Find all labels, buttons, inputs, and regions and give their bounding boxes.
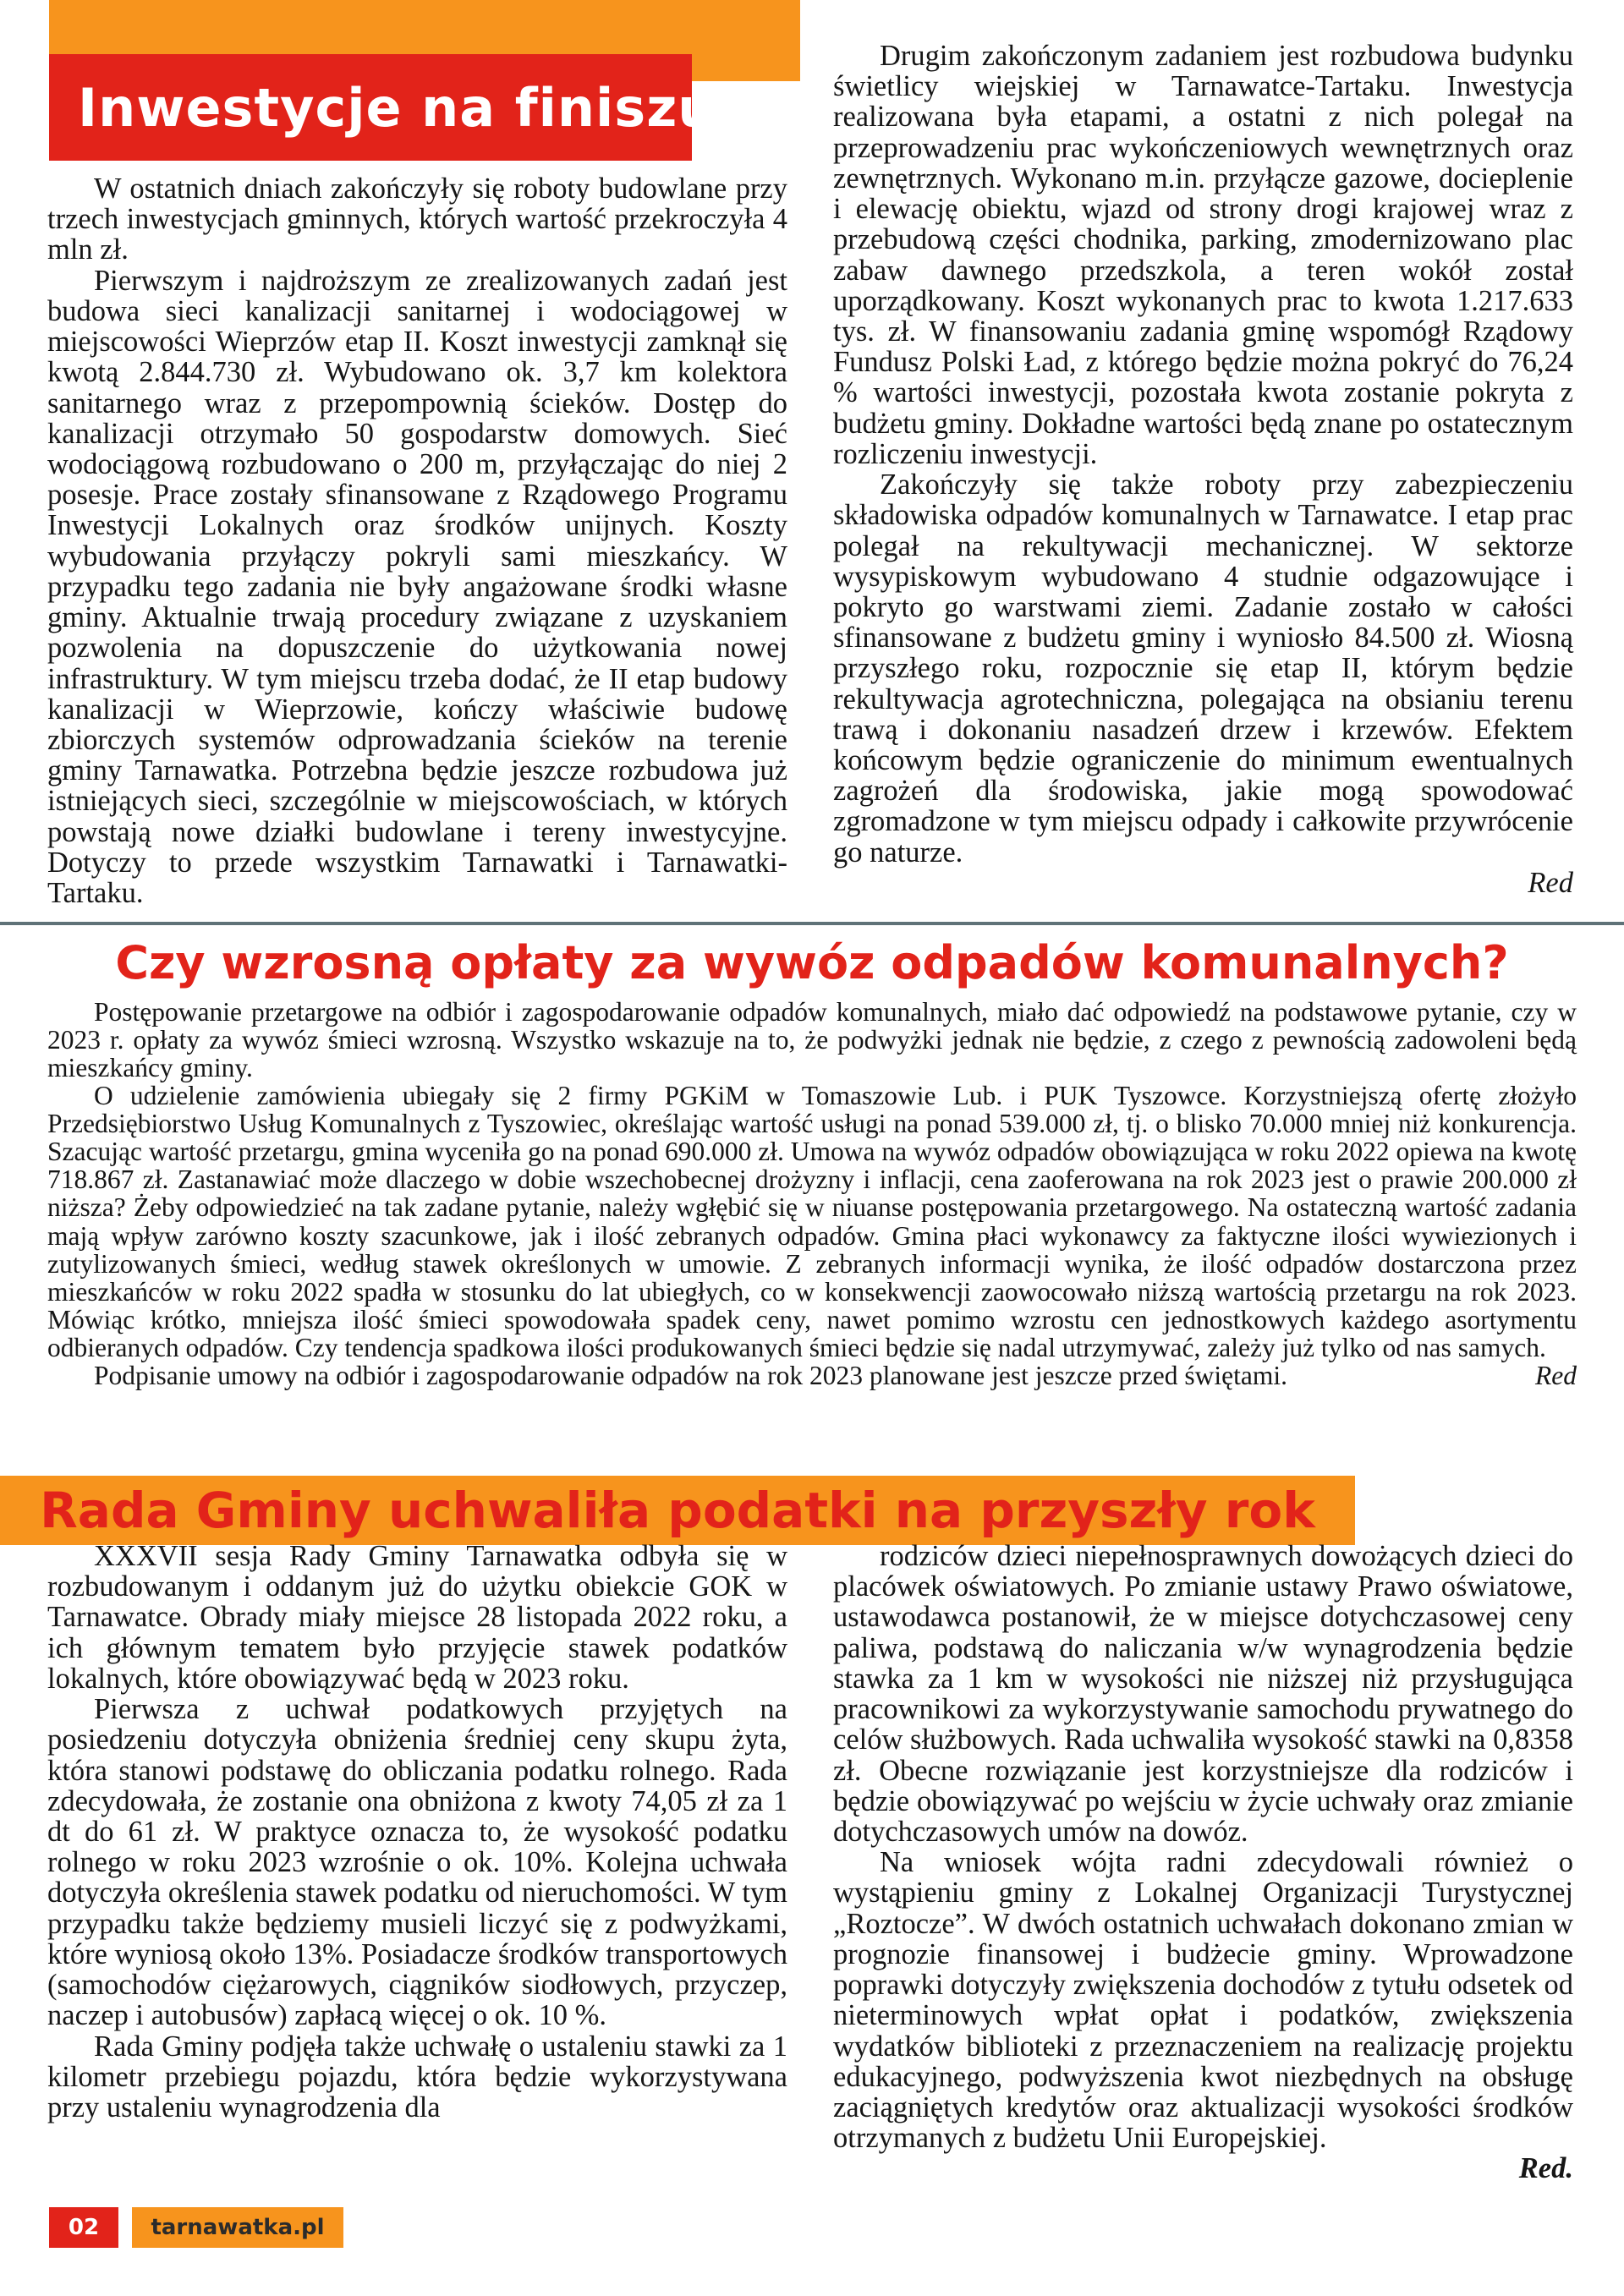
article1-signature: Red [1528, 866, 1573, 899]
article3-left-paragraph: Rada Gminy podjęła także uchwałę o ustaleniu stawki za 1 kilometr przebiegu pojazdu, która będzie wykorzystywana przy ustaleniu wynagrodzenia dla [47, 2030, 787, 2123]
article2-last-line [47, 1362, 1577, 1389]
article1-title: Inwestycje na finiszu [78, 77, 716, 139]
site-name: tarnawatka.pl [151, 2215, 325, 2240]
page-footer [0, 2207, 355, 2248]
article2-signature: Red [1535, 1360, 1577, 1390]
article3-left-paragraph: Pierwsza z uchwał podatkowych przyjętych na posiedzeniu dotyczyła obniżenia średniej ceny skupu żyta, która stanowi podstawę do obliczania podatku rolnego. Rada zdecydowała, że zostanie ona obniżona z kwoty 74,05 zł za 1 dt do 61 zł. W praktyce oznacza to, że wysokość podatku rolnego w roku 2023 wzrośnie o ok. 10%. Kolejna uchwała dotyczyła określenia stawek podatku od nieruchomości. W tym przypadku także będziemy musieli liczyć się z podwyżkami, które wyniosą około 13%. Posiadacze środków transportowych (samochodów ciężarowych, ciągników siodłowych, przyczep, naczep i autobusów) zapłacą więcej o ok. 10 %. [47, 1693, 787, 2032]
article1-left-paragraph: Pierwszym i najdroższym ze zrealizowanych zadań jest budowa sieci kanalizacji sanitarnej i wodociągowej w miejscowości Wieprzów etap II. Koszt inwestycji zamknął się kwotą 2.844.730 zł. Wybudowano ok. 3,7 km kolektora sanitarnego wraz z przepompownią ścieków. Dostęp do kanalizacji otrzymało 50 gospodarstw domowych. Sieć wodociągową rozbudowano o 200 m, przyłączając do niej 2 posesje. Prace zostały sfinansowane z Rządowego Programu Inwestycji Lokalnych oraz środków unijnych. Koszty wybudowania przyłączy pokryli sami mieszkańcy. W przypadku tego zadania nie były angażowane środki własne gminy. Aktualnie trwają procedury związane z uzyskaniem pozwolenia na dopuszczenie do użytkowania nowej infrastruktury. W tym miejscu trzeba dodać, że II etap budowy kanalizacji w Wieprzowie, kończy właściwie budowę zbiorczych systemów odprowadzania ścieków na terenie gminy Tarnawatka. Potrzebna będzie jeszcze rozbudowa już istniejących sieci, szczególnie w miejscowościach, w których powstają nowe działki budowlane i tereny inwestycyjne. Dotyczy to przede wszystkim Tarnawatki i Tarnawatki-Tartaku. [47, 264, 787, 910]
article1-left-paragraph: W ostatnich dniach zakończyły się roboty budowlane przy trzech inwestycjach gminnych, których wartość przekroczyła 4 mln zł. [47, 173, 787, 266]
article3-right-column [833, 1541, 1573, 2184]
article1-right-column [833, 41, 1573, 898]
article2-title: Czy wzrosną opłaty za wywóz odpadów komunalnych? [115, 936, 1509, 989]
article1-left-column [47, 173, 787, 908]
article3-signature: Red. [1518, 2152, 1573, 2185]
article3-left-column [47, 1541, 787, 2123]
article2-body [47, 998, 1577, 1389]
article3-right-paragraph: rodziców dzieci niepełnosprawnych dowożących dzieci do placówek oświatowych. Po zmianie ustawy Prawo oświatowe, ustawodawca postanowił, że w miejsce dotychczasowej ceny paliwa, podstawą do naliczania w/w wynagrodzenia będzie stawka za 1 km w wysokości nie niższej niż przysługująca pracownikowi za wykorzystywanie samochodu prywatnego do celów służbowych. Rada uchwaliła wysokość stawki na 0,8358 zł. Obecne rozwiązanie jest korzystniejsze dla rodziców i będzie obowiązywać po wejściu w życie uchwały oraz zmianie dotychczasowych umów na dowóz. [833, 1540, 1573, 1848]
article2-paragraph: Podpisanie umowy na odbiór i zagospodarowanie odpadów na rok 2023 planowane jest jeszcze przed świętami. [94, 1360, 1287, 1390]
article1-right-paragraph: Zakończyły się także roboty przy zabezpieczeniu składowiska odpadów komunalnych w Tarnawatce. I etap prac polegał na rekultywacji mechanicznej. W sektorze wysypiskowym wybudowano 4 studnie odgazowujące i pokryto go warstwami ziemi. Zadanie zostało w całości sfinansowane z budżetu gminy i wyniosło 84.500 zł. Wiosną przyszłego roku, rozpocznie się etap II, którym będzie rekultywacja agrotechniczna, polegająca na obsianiu terenu trawą i dokonaniu nasadzeń drzew i krzewów. Efektem końcowym będzie ograniczenie do minimum ewentualnych zagrożeń dla środowiska, jakie mogą spowodować zgromadzone w tym miejscu odpady i całkowite przywrócenie go naturze. [833, 469, 1573, 869]
article3-right-paragraph: Na wniosek wójta radni zdecydowali również o wystąpieniu gminy z Lokalnej Organizacji Turystycznej „Roztocze”. W dwóch ostatnich uchwałach dokonano zmian w prognozie finansowej i budżecie gminy. Wprowadzone poprawki dotyczyły zwiększenia dochodów z tytułu odsetek od nieterminowych wpłat opłat i podatków, zwiększenia wydatków biblioteki z przeznaczeniem na realizację projektu edukacyjnego, podwyższenia kwot niezbędnych na obsługę zaciągniętych kredytów oraz aktualizacji wysokości środków otrzymanych z budżetu Unii Europejskiej. [833, 1846, 1573, 2155]
article2-paragraph: Postępowanie przetargowe na odbiór i zagospodarowanie odpadów komunalnych, miało dać odpowiedź na podstawowe pytanie, czy w 2023 r. opłaty za wywóz śmieci wzrosną. Wszystko wskazuje na to, że podwyżki jednak nie będzie, z czego z pewnością zadowoleni będą mieszkańcy gminy. [47, 997, 1577, 1083]
article3-title: Rada Gminy uchwaliła podatki na przyszły rok [40, 1482, 1315, 1539]
article3-left-paragraph: XXXVII sesja Rady Gminy Tarnawatka odbyła się w rozbudowanym i oddanym już do użytku obiekcie GOK w Tarnawatce. Obrady miały miejsce 28 listopada 2022 roku, a ich głównym tematem było przyjęcie stawek podatków lokalnych, które obowiązywać będą w 2023 roku. [47, 1540, 787, 1695]
page-number: 02 [68, 2215, 100, 2240]
section-divider [0, 922, 1624, 925]
article2-paragraph: O udzielenie zamówienia ubiegały się 2 firmy PGKiM w Tomaszowie Lub. i PUK Tyszowce. Korzystniejszą ofertę złożyło Przedsiębiorstwo Usług Komunalnych z Tyszowiec, określając wartość usługi na ponad 539.000 zł, tj. o blisko 70.000 mniej niż konkurencja. Szacując wartość przetargu, gmina wyceniła go na ponad 690.000 zł. Umowa na wywóz odpadów obowiązująca w roku 2022 opiewa na kwotę 718.867 zł. Zastanawiać może dlaczego w dobie wszechobecnej drożyzny i inflacji, cena zaoferowana na rok 2023 jest o prawie 200.000 zł niższa? Żeby odpowiedzieć na tak zadane pytanie, należy wgłębić się w niuanse postępowania przetargowego. Na ostateczną wartość zadania mają wpływ zarówno koszty szacunkowe, jak i ilość zebranych odpadów. Gmina płaci wykonawcy za faktyczne ilości wywiezionych i zutylizowanych śmieci, według stawek określonych w umowie. Z zebranych informacji wynika, że ilość odpadów dostarczona przez mieszkańców w roku 2022 spadła w stosunku do lat ubiegłych, co w konsekwencji zaowocowało niższą wartością przetargu na rok 2023. Mówiąc krótko, mniejsza ilość śmieci spowodowała spadek ceny, nawet pomimo wzrostu cen jednostkowych każdego asortymentu odbieranych odpadów. Czy tendencja spadkowa ilości produkowanych śmieci będzie się nadal utrzymywać, zależy już tylko od nas samych. [47, 1081, 1577, 1362]
article1-right-paragraph: Drugim zakończonym zadaniem jest rozbudowa budynku świetlicy wiejskiej w Tarnawatce-Tartaku. Inwestycja realizowana była etapami, a ostatni z nich polegał na przeprowadzeniu prac wykończeniowych wewnętrznych oraz zewnętrznych. Wykonano m.in. przyłącze gazowe, docieplenie i elewację obiektu, wjazd od strony drogi krajowej wraz z przebudową części chodnika, parking, zmodernizowano plac zabaw dawnego przedszkola, a teren wokół został uporządkowany. Koszt wykonanych prac to kwota 1.217.633 tys. zł. W finansowaniu zadania gminę wspomógł Rządowy Fundusz Polski Ład, z którego będzie można pokryć do 76,24 % wartości inwestycji, pozostała kwota zostanie pokryta z budżetu gminy. Dokładne wartości będą znane po ostatecznym rozliczeniu inwestycji. [833, 40, 1573, 470]
